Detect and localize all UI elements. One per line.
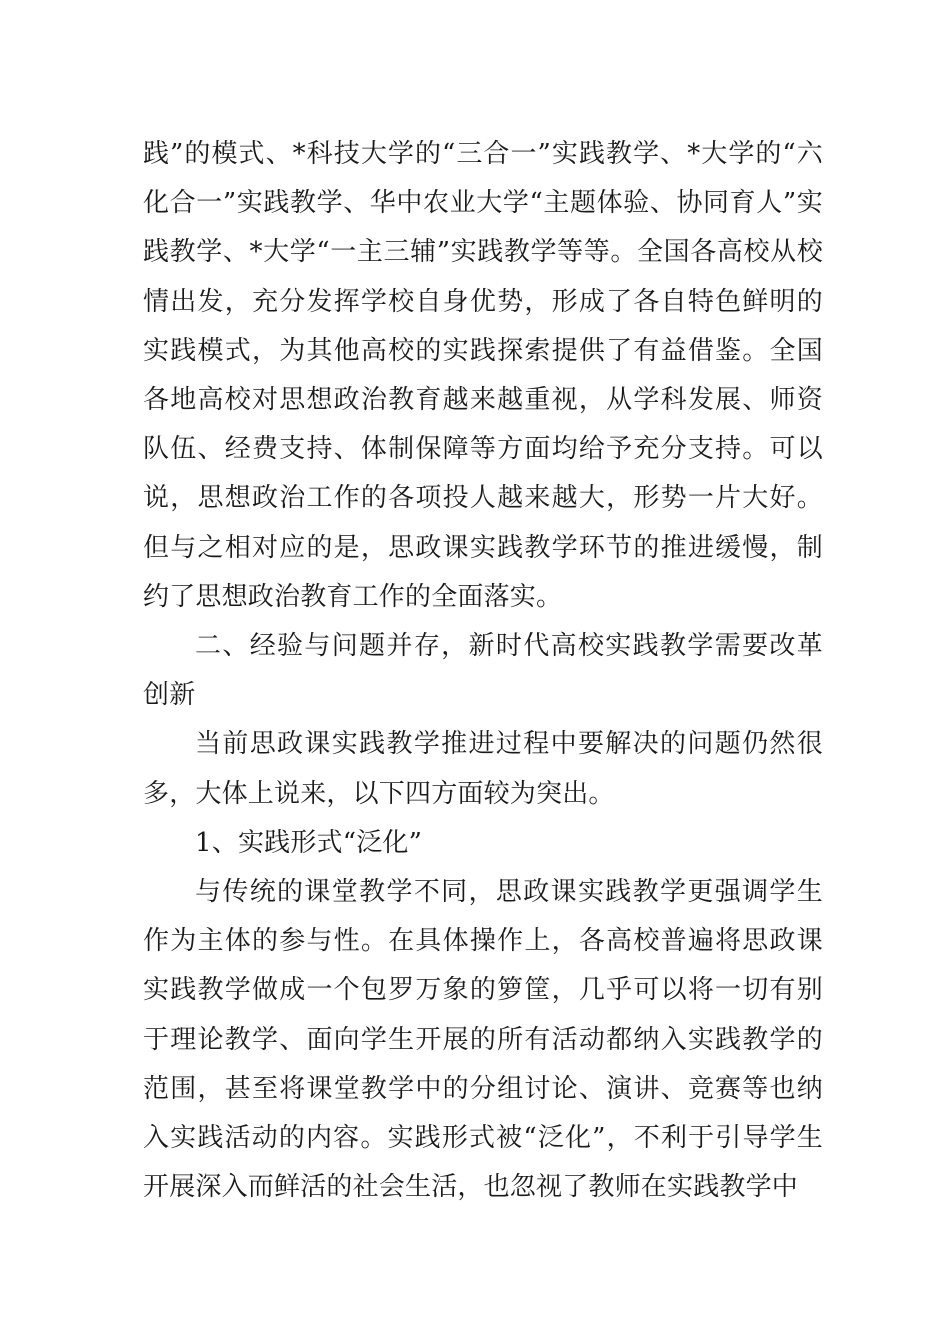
paragraph-intro: 当前思政课实践教学推进过程中要解决的问题仍然很多，大体上说来，以下四方面较为突出。: [143, 729, 823, 809]
paragraph-continuation: 践”的模式、*科技大学的“三合一”实践教学、*大学的“六化合一”实践教学、华中农业大学“主题体验、协同育人”实践教学、*大学“一主三辅”实践教学等等。全国各高校从校情出发，充分发挥学校自身优势，形成了各自特色鲜明的实践模式，为其他高校的实践探索提供了有益借鉴。全国各地高校对思想政治教育越来越重视，从学科发展、师资队伍、经费支持、体制保障等方面均给予充分支持。可以说，思想政治工作的各项投人越来越大，形势一片大好。但与之相对应的是，思政课实践教学环节的推进缓慢，制约了思想政治教育工作的全面落实。: [143, 139, 823, 612]
paragraph-body: 与传统的课堂教学不同，思政课实践教学更强调学生作为主体的参与性。在具体操作上，各高校普遍将思政课实践教学做成一个包罗万象的箩筐，几乎可以将一切有别于理论教学、面向学生开展的所有活动都纳入实践教学的范围，甚至将课堂教学中的分组讨论、演讲、竞赛等也纳入实践活动的内容。实践形式被“泛化”，不利于引导学生开展深入而鲜活的社会生活，也忽视了教师在实践教学中: [143, 877, 823, 1203]
subsection-heading: 1、实践形式“泛化”: [195, 827, 423, 858]
document-body: [143, 130, 823, 1212]
section-heading: 二、经验与问题并存，新时代高校实践教学需要改革创新: [143, 631, 823, 711]
